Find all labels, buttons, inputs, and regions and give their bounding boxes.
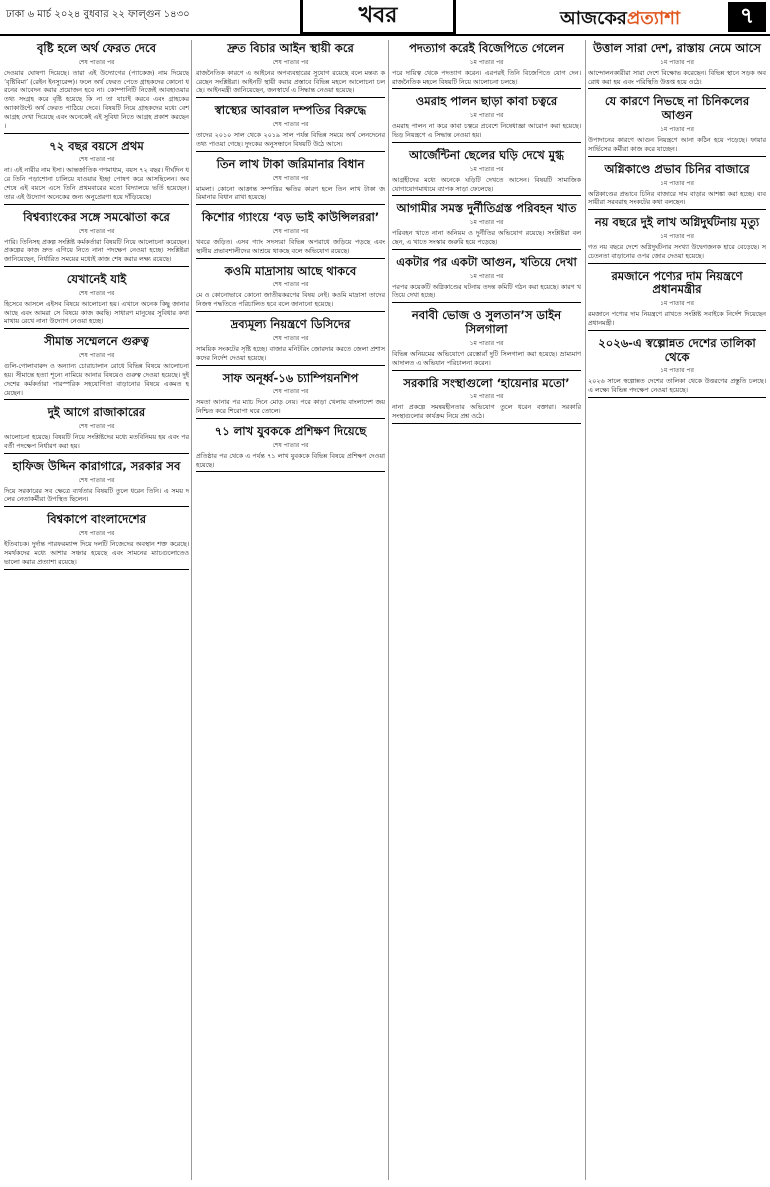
story-body: মামলা। কোনো আক্রান্ত সম্পত্তির ক্ষতির কারণ হলে তিন লাখ টাকা জরিমানার বিধান রাখা হয়েছে। <box>196 184 385 202</box>
story-headline: দ্রব্যমূল্য নিয়ন্ত্রণে ডিসিদের <box>230 317 351 332</box>
news-story <box>4 460 189 507</box>
continuation-note: শেষ পাতার পর <box>272 388 309 396</box>
column-divider <box>191 40 192 1180</box>
story-headline: সরকারি সংস্থাগুলো ‘হায়েনার মতো’ <box>403 375 570 390</box>
news-story <box>392 202 581 249</box>
news-story <box>392 309 581 370</box>
continuation-note: ১ম পাতার পর <box>469 58 504 66</box>
story-body: পারি। তিনিসহ প্রকল্প সংশ্লিষ্ট কর্মকর্তারা বিষয়টি নিয়ে আলোচনা করেছেন। প্রকল্পের কাজ দ্রুত এগিয়ে নিতে নানা পদক্ষেপ নেওয়া হচ্ছে। সংশ্লিষ্টরা জানিয়েছেন, নির্ধারিত সময়ের মধ্যেই কাজ শেষ করার লক্ষ্য রয়েছে। <box>4 237 189 264</box>
story-body: রাজনৈতিক কারণে এ আইনের অপব্যবহারের সুযোগ রয়েছে বলে মন্তব্য করেছেন সংশ্লিষ্টরা। আইনটি স্থায়ী করার প্রস্তাবে বিভিন্ন মহলে আলোচনা চলছে। আইনমন্ত্রী জানিয়েছেন, জনস্বার্থে এ সিদ্ধান্ত নেওয়া হয়েছে। <box>196 68 385 95</box>
story-body: ২০২৬ সালে স্বল্পোন্নত দেশের তালিকা থেকে উত্তরণের প্রস্তুতি চলছে। এ লক্ষ্যে বিভিন্ন পদক্ষেপ নেওয়া হয়েছে। <box>588 377 766 395</box>
story-body: উপাদানের কারণে আগুন নিয়ন্ত্রণে আনা কঠিন হয়ে পড়েছে। ফায়ার সার্ভিসের কর্মীরা কাজ করে যাচ্ছেন। <box>588 136 766 153</box>
story-body: তাদের ২০১০ সাল থেকে ২০১৯ সাল পর্যন্ত বিভিন্ন সময়ে অর্থ লেনদেনের তথ্য পাওয়া গেছে। দুদকের অনুসন্ধানে বিষয়টি উঠে আসে। <box>196 131 385 148</box>
story-headline: যেখানেই যাই <box>66 271 127 286</box>
logo-accent: প্রত্যাশা <box>626 8 681 29</box>
continuation-note: শেষ পাতার পর <box>78 352 115 360</box>
story-headline: নবাবী ভোজ ও সুলতান’স ডাইন সিলগালা <box>411 308 562 337</box>
story-divider <box>196 471 385 472</box>
continuation-note: শেষ পাতার পর <box>78 156 115 164</box>
story-divider <box>588 330 766 331</box>
continuation-note: শেষ পাতার পর <box>78 289 115 297</box>
story-headline: হাফিজ উদ্দিন কারাগারে, সরকার সব <box>12 458 181 473</box>
continuation-note: ১ম পাতার পর <box>469 219 504 227</box>
news-story <box>196 265 385 312</box>
news-story <box>588 216 766 263</box>
story-headline: উত্তাল সারা দেশ, রাস্তায় নেমে আসে <box>593 41 761 55</box>
news-story <box>4 406 189 453</box>
story-divider <box>392 370 581 371</box>
continuation-note: ১ম পাতার পর <box>469 272 504 280</box>
continuation-note: ১ম পাতার পর <box>469 339 504 347</box>
story-body: দেওয়ার ঘোষণা দিয়েছে। তারা এই উদ্যোগের (প্যাকেজ) নাম দিয়েছে ‘বৃষ্টিবিমা’ (রেইন ইনস্যুরেন্স)। ফলে অর্থ ফেরত পেতে গ্রাহকদের কোনো ধরনের আবেদন করার প্রয়োজন হবে না। কোম্পানিটি নিজেই আবহাওয়ার তথ্য সংগ্রহ করে বৃষ্টি হয়েছে কি না তা যাচাই করবে এবং গ্রাহকের অ্যাকাউন্টে অর্থ ফেরত পাঠিয়ে দেবে। বিষয়টি নিয়ে গ্রাহকদের মধ্যে বেশ আগ্রহ দেখা দিয়েছে এবং অনেকেই এই সুবিধা নিতে আগ্রহ প্রকাশ করছেন। <box>4 68 189 130</box>
story-divider <box>588 397 766 398</box>
news-story <box>196 158 385 205</box>
story-headline: ৭২ বছর বয়সে প্রথম <box>49 138 144 153</box>
continuation-note: ১ম পাতার পর <box>660 232 694 240</box>
story-headline: সীমান্ত সম্মেলনে গুরুত্ব <box>44 334 149 349</box>
story-divider <box>4 204 189 205</box>
story-body: দিয়ে সরকারের সব ক্ষেত্রে ব্যর্থতার বিষয়টি তুলে ধরেন তিনি। এ সময় দলের নেতাকর্মীরা উপস্থিত ছিলেন। <box>4 486 189 504</box>
story-divider <box>4 453 189 454</box>
continuation-note: শেষ পাতার পর <box>78 227 115 235</box>
news-story <box>4 335 189 400</box>
story-divider <box>392 88 581 89</box>
column-3 <box>392 40 581 1180</box>
story-divider <box>4 569 189 570</box>
news-story <box>196 42 385 98</box>
story-divider <box>588 209 766 210</box>
continuation-note: শেষ পাতার পর <box>272 174 309 182</box>
story-body: পরপর কয়েকটি অগ্নিকাণ্ডের ঘটনায় তদন্ত কমিটি গঠন করা হয়েছে। কারণ খতিয়ে দেখা হচ্ছে। <box>392 282 581 300</box>
news-story <box>196 211 385 258</box>
story-body: আলোচনা হয়েছে। বিষয়টি নিয়ে সংশ্লিষ্টদের মধ্যে মতবিনিময় হয় এবং পরবর্তী পদক্ষেপ নির্ধারণ করা হয়। <box>4 433 189 450</box>
story-headline: সাফ অনূর্ধ্ব-১৬ চ্যাম্পিয়নশিপ <box>222 370 359 385</box>
story-body: আন্দোলনকারীরা সারা দেশে বিক্ষোভ করেছেন। বিভিন্ন স্থানে সড়ক অবরোধ করা হয় এবং পরিস্থিতি উত্তপ্ত হয়ে ওঠে। <box>588 68 766 86</box>
news-story <box>196 372 385 419</box>
continuation-note: শেষ পাতার পর <box>272 281 309 289</box>
story-body: রমজানে পণ্যের দাম নিয়ন্ত্রণে রাখতে সংশ্লিষ্ট সবাইকে নির্দেশ দিয়েছেন প্রধানমন্ত্রী। <box>588 310 766 328</box>
news-story <box>392 42 581 89</box>
story-divider <box>4 328 189 329</box>
continuation-note: ১ম পাতার পর <box>469 165 504 173</box>
story-headline: দুই আগে রাজাকারের <box>47 405 146 420</box>
column-1 <box>4 40 189 1180</box>
news-story <box>4 513 189 569</box>
column-divider <box>388 40 389 1180</box>
story-headline: স্বাস্থ্যের আবরাল দম্পতির বিরুদ্ধে <box>214 103 367 118</box>
story-headline: বৃষ্টি হলে অর্থ ফেরত দেবে <box>37 41 156 55</box>
story-body: পরে দায়িত্ব থেকে পদত্যাগ করেন। এরপরই তিনি বিজেপিতে যোগ দেন। রাজনৈতিক মহলে বিষয়টি নিয়ে আলোচনা চলছে। <box>392 68 581 86</box>
story-divider <box>4 266 189 267</box>
continuation-note: শেষ পাতার পর <box>78 58 115 66</box>
story-divider <box>4 399 189 400</box>
story-divider <box>588 263 766 264</box>
continuation-note: ১ম পাতার পর <box>469 112 504 120</box>
story-headline: রমজানে পণ্যের দাম নিয়ন্ত্রণে প্রধানমন্ত্রীর <box>611 268 743 297</box>
story-headline: পদত্যাগ করেই বিজেপিতে গেলেন <box>409 41 564 55</box>
story-headline: ওমরাহ পালন ছাড়া কাবা চত্বরে <box>415 94 558 109</box>
story-divider <box>196 258 385 259</box>
continuation-note: ১ম পাতার পর <box>660 300 694 308</box>
story-headline: তিন লাখ টাকা জরিমানার বিধান <box>216 156 365 171</box>
continuation-note: শেষ পাতার পর <box>78 476 115 484</box>
story-headline: ৭১ লাখ যুবককে প্রশিক্ষণ দিয়েছে <box>214 424 367 438</box>
news-story <box>588 95 766 156</box>
section-title: খবর <box>300 0 456 35</box>
story-divider <box>196 204 385 205</box>
logo-main: আজকের <box>560 8 627 29</box>
news-story <box>4 211 189 267</box>
story-body: খবরে জড়িত। এসব গ্যাং সদস্যরা বিভিন্ন অপরাধে জড়িয়ে পড়ছে এবং স্থানীয় প্রভাবশালীদের আশ্রয়ে থাকছে বলে অভিযোগ রয়েছে। <box>196 237 385 255</box>
continuation-note: ১ম পাতার পর <box>660 58 694 66</box>
continuation-note: শেষ পাতার পর <box>272 227 309 235</box>
news-story <box>588 42 766 89</box>
story-body: ওমরাহ পালন না করে কাবা চত্বরে প্রবেশে নিষেধাজ্ঞা আরোপ করা হয়েছে। ভিড় নিয়ন্ত্রণে এ সিদ্ধান্ত নেওয়া হয়। <box>392 122 581 140</box>
continuation-note: ১ম পাতার পর <box>660 126 694 134</box>
story-headline: আর্জেন্টিনা ছেলের ঘড়ি দেখে মুগ্ধ <box>409 147 564 162</box>
story-body: হিসেবে আসলে এইসব বিষয়ে আলোচনা হয়। এখানে অনেক কিছু জানার আছে এবং আমরা সে বিষয়ে কাজ করছি। সাধারণ মানুষের সুবিধার কথা মাথায় রেখে নানা উদ্যোগ নেওয়া হচ্ছে। <box>4 299 189 326</box>
story-body: সমতা আনার পর ম্যাচ দিনে মোড় নেয়। পরে কাড়া খেলায় বাংলাদেশ জয় নিশ্চিত করে শিরোপা ঘরে তোলে। <box>196 398 385 416</box>
header-rule <box>0 34 770 36</box>
story-headline: দ্রুত বিচার আইন স্থায়ী করে <box>227 41 354 55</box>
story-headline: কওমি মাদ্রাসায় আছে থাকবে <box>224 263 357 278</box>
story-divider <box>196 418 385 419</box>
story-headline: একটার পর একটা আগুন, খতিয়ে দেখা <box>396 254 577 269</box>
story-headline: বিশ্বকাপে বাংলাদেশের <box>46 512 147 527</box>
story-body: না। এই নারীর নাম ইসা। আন্তর্জাতিক গণমাধ্যম, বয়স ৭২ বছর। দীর্ঘদিন ধরে তিনি পড়াশোনা চালিয়ে যাওয়ার ইচ্ছা পোষণ করে আসছিলেন। অবশেষে এই বয়সে এসে তিনি প্রথমবারের মতো বিদ্যালয়ে ভর্তি হয়েছেন। তার এই উদ্যোগ অনেকের জন্য অনুপ্রেরণা হয়ে দাঁড়িয়েছে। <box>4 166 189 201</box>
news-story <box>196 425 385 472</box>
story-body: গুলি-গোলাবারুদ ও অন্যান্য চোরাচালান রোধে বিভিন্ন বিষয়ে আলোচনা হয়। সীমান্তে হত্যা শূন্যে নামিয়ে আনার বিষয়েও গুরুত্ব দেওয়া হয়েছে। দুই দেশের কর্মকর্তারা পারস্পরিক সহযোগিতা বাড়ানোর বিষয়ে একমত হয়েছেন। <box>4 362 189 397</box>
story-headline: কিশোর গ্যাংয়ে ‘বড় ভাই কাউন্সিলররা’ <box>201 210 380 225</box>
story-headline: যে কারণে নিভছে না চিনিকলের আগুন <box>604 94 750 123</box>
story-body: আগ্রহীদের মধ্যে অনেকে ঘড়িটি দেখতে আসেন। বিষয়টি সামাজিক যোগাযোগমাধ্যমে ব্যাপক সাড়া ফেলেছে। <box>392 175 581 193</box>
news-story <box>196 104 385 151</box>
story-headline: অগ্নিকাণ্ডে প্রভাব চিনির বাজারে <box>604 161 750 176</box>
story-divider <box>392 423 581 424</box>
story-body: গত নয় বছরে দেশে অগ্নিদুর্ঘটনার সংখ্যা উদ্বেগজনক হারে বেড়েছে। সচেতনতা বাড়ানোর ওপর জোর দেওয়া হয়েছে। <box>588 242 766 260</box>
story-body: পরিবহন খাতে নানা অনিয়ম ও দুর্নীতির অভিযোগ রয়েছে। সংশ্লিষ্টরা বলছেন, এ খাতে সংস্কার জরুরি হয়ে পড়েছে। <box>392 229 581 246</box>
continuation-note: শেষ পাতার পর <box>272 441 309 449</box>
column-4 <box>588 40 766 1180</box>
news-story <box>4 42 189 134</box>
news-story <box>588 270 766 331</box>
newspaper-logo <box>560 4 680 35</box>
column-divider <box>585 40 586 1180</box>
news-story <box>392 149 581 196</box>
story-divider <box>4 133 189 134</box>
news-story <box>392 377 581 424</box>
story-body: বিভিন্ন অনিয়মের অভিযোগে রেস্তোরাঁ দুটি সিলগালা করা হয়েছে। ভ্রাম্যমাণ আদালত এ অভিযান পরিচালনা করেন। <box>392 349 581 367</box>
story-divider <box>392 302 581 303</box>
news-story <box>4 140 189 205</box>
story-divider <box>196 151 385 152</box>
story-divider <box>392 142 581 143</box>
story-body: মে ও কোনোভাবে কোনো জাতীয়করণের বিষয় নেই। কওমি মাদ্রাসা তাদের নিজস্ব পদ্ধতিতে পরিচালিত হবে বলে জানানো হয়েছে। <box>196 291 385 309</box>
news-story <box>392 256 581 303</box>
story-headline: আগামীর সমস্ত দুর্নীতিগ্রস্ত পরিবহন খাত <box>396 201 577 216</box>
continuation-note: ১ম পাতার পর <box>660 179 694 187</box>
news-story <box>588 337 766 398</box>
story-divider <box>196 97 385 98</box>
story-divider <box>392 195 581 196</box>
story-headline: ২০২৬-এ স্বল্পোন্নত দেশের তালিকা থেকে <box>598 335 756 364</box>
continuation-note: শেষ পাতার পর <box>272 334 309 342</box>
news-story <box>196 318 385 365</box>
story-headline: নয় বছরে দুই লাখ অগ্নিদুর্ঘটনায় মৃত্যু <box>594 215 760 230</box>
column-2 <box>196 40 385 1180</box>
story-divider <box>196 311 385 312</box>
story-divider <box>196 365 385 366</box>
story-body: প্রতিষ্ঠার পর থেকে এ পর্যন্ত ৭১ লাখ যুবককে বিভিন্ন বিষয়ে প্রশিক্ষণ দেওয়া হয়েছে। <box>196 451 385 469</box>
story-divider <box>588 156 766 157</box>
story-body: অগ্নিকাণ্ডের প্রভাবে চিনির বাজারে দাম বাড়ার আশঙ্কা করা হচ্ছে। ব্যবসায়ীরা সরবরাহ সংকটের কথা বলছেন। <box>588 189 766 207</box>
continuation-note: শেষ পাতার পর <box>272 58 309 66</box>
continuation-note: ১ম পাতার পর <box>660 367 694 375</box>
continuation-note: ১ম পাতার পর <box>469 393 504 401</box>
page-header <box>0 0 770 36</box>
story-divider <box>392 249 581 250</box>
news-story <box>4 273 189 329</box>
news-story <box>588 163 766 210</box>
story-body: সাময়িক সংকটের সৃষ্টি হচ্ছে। বাজার মনিটরিং জোরদার করতে জেলা প্রশাসকদের নির্দেশ দেওয়া হয়েছে। <box>196 344 385 362</box>
continuation-note: শেষ পাতার পর <box>78 530 115 538</box>
continuation-note: শেষ পাতার পর <box>272 121 309 129</box>
page-number: ৭ <box>728 2 766 32</box>
page-date: ঢাকা ৬ মার্চ ২০২৪ বুধবার ২২ ফাল্গুন ১৪৩০ <box>6 9 190 20</box>
continuation-note: শেষ পাতার পর <box>78 423 115 431</box>
story-divider <box>4 506 189 507</box>
news-story <box>392 95 581 142</box>
story-body: ইতিবাচক। দুর্দান্ত পারফরম্যান্স দিয়ে দলটি নিজেদের অবস্থান শক্ত করেছে। সমর্থকদের মধ্যে আশার সঞ্চার হয়েছে এবং সামনের ম্যাচগুলোতেও ভালো করার প্রত্যাশা রয়েছে। <box>4 540 189 566</box>
story-headline: বিশ্বব্যাংকের সঙ্গে সমঝোতা করে <box>23 209 170 224</box>
story-body: নানা প্রকল্পে সমন্বয়হীনতার অভিযোগ তুলে ধরেন বক্তারা। সরকারি সংস্থাগুলোর কার্যক্রম নিয়ে প্রশ্ন ওঠে। <box>392 403 581 421</box>
story-divider <box>588 88 766 89</box>
